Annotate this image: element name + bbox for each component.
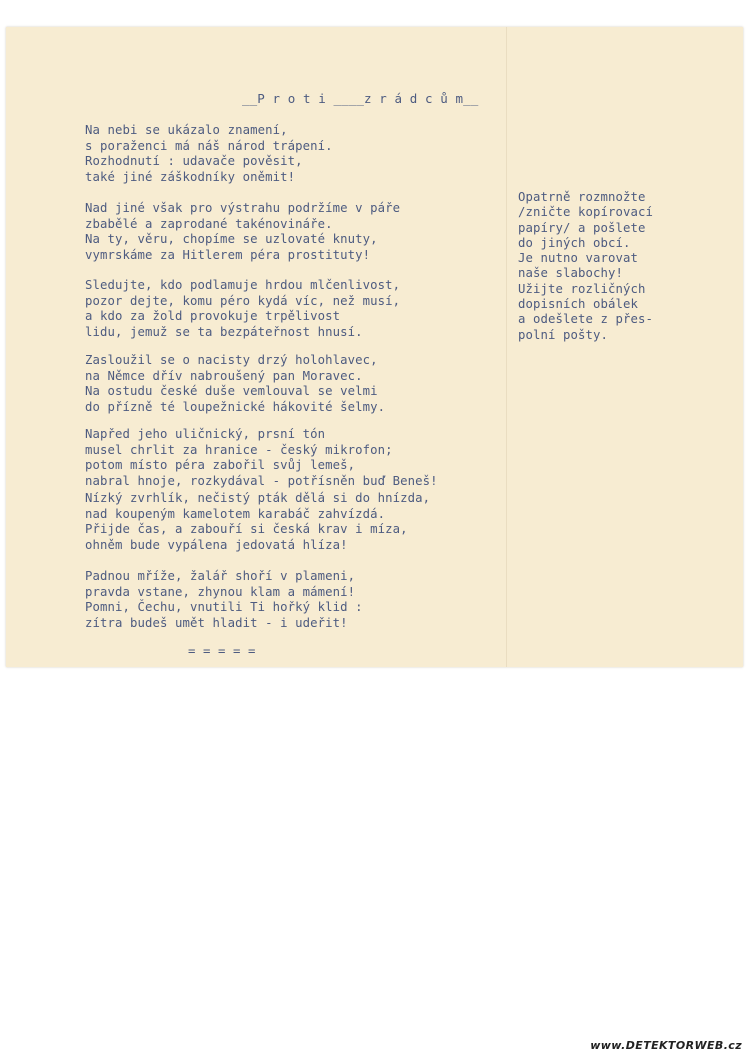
poem-line: Na ty, věru, chopíme se uzlovaté knuty, (85, 232, 378, 246)
side-note-line: Užijte rozličných (518, 281, 646, 296)
poem-line: lidu, jemuž se ta bezpáteřnost hnusí. (85, 324, 363, 339)
side-note-line: a odešlete z přes- (518, 312, 654, 327)
stanza-1 (85, 123, 333, 185)
side-note-line: naše slabochy! (518, 266, 624, 281)
poem-line: vymrskáme za Hitlerem péra prostituty! (85, 247, 371, 262)
poem-line: musel chrlit za hranice - český mikrofon; (85, 442, 393, 457)
side-note-line: dopisních obálek (518, 297, 639, 312)
poem-line: potom místo péra zabořil svůj lemeš, (85, 458, 356, 472)
poem-line: pozor dejte, komu péro kydá víc, než musí, (85, 293, 401, 308)
poem-line: Nad jiné však pro výstrahu podržíme v páře (85, 201, 401, 215)
side-note-line: polní pošty. (518, 327, 609, 342)
stanza-4 (85, 353, 385, 415)
stanza-2 (85, 201, 400, 263)
poem-line: s poraženci má náš národ trápení. (85, 138, 333, 153)
stanza-7 (85, 569, 363, 631)
side-note-line: do jiných obcí. (518, 235, 631, 250)
stanza-3 (85, 278, 400, 340)
poem-line: Zasloužil se o nacisty drzý holohlavec, (85, 353, 378, 367)
poem-line: Pomni, Čechu, vnutili Ti hořký klid : (85, 600, 363, 614)
stanza-5 (85, 427, 438, 489)
poem-line: do přízně té loupežnické hákovité šelmy. (85, 399, 386, 414)
poem-line: na Němce dřív nabroušený pan Moravec. (85, 368, 363, 383)
paper-fold (506, 27, 507, 667)
poem-line: Na ostudu české duše vemlouval se velmi (85, 384, 378, 398)
stanza-6 (85, 491, 430, 553)
document-title: __P r o t i ____z r á d c ů m__ (242, 91, 479, 106)
side-note-line: Je nutno varovat (518, 251, 639, 266)
poem-line: Napřed jeho uličnický, prsní tón (85, 427, 326, 441)
poem-line: Přijde čas, a zabouří si česká krav i míza, (85, 522, 408, 536)
side-note (518, 190, 718, 343)
side-note-line: papíry/ a pošlete (518, 220, 646, 235)
poem-line: ohněm bude vypálena jedovatá hlíza! (85, 537, 348, 552)
poem-line: nad koupeným kamelotem karabáč zahvízdá. (85, 506, 386, 521)
poem-line: Nízký zvrhlík, nečistý pták dělá si do hnízda, (85, 491, 431, 505)
poem-line: nabral hnoje, rozkydával - potřísněn buď Beneš! (85, 473, 438, 488)
poem-line: zbabělé a zaprodané takénovináře. (85, 216, 333, 231)
side-note-line: Opatrně rozmnožte (518, 190, 646, 204)
poem-line: Na nebi se ukázalo znamení, (85, 123, 288, 137)
poem-line: Rozhodnutí : udavače pověsit, (85, 154, 303, 168)
side-note-line: /zničte kopírovací (518, 205, 654, 220)
poem-line: pravda vstane, zhynou klam a mámení! (85, 584, 356, 599)
watermark: www.DETEKTORWEB.cz (590, 1039, 742, 1052)
end-mark: = = = = = (188, 644, 256, 658)
poem-line: zítra budeš umět hladit - i udeřit! (85, 615, 348, 630)
poem-line: také jiné záškodníky oněmit! (85, 169, 296, 184)
poem-line: Padnou mříže, žalář shoří v plameni, (85, 569, 356, 583)
poem-line: a kdo za žold provokuje trpělivost (85, 309, 341, 323)
poem-line: Sledujte, kdo podlamuje hrdou mlčenlivost, (85, 278, 401, 292)
